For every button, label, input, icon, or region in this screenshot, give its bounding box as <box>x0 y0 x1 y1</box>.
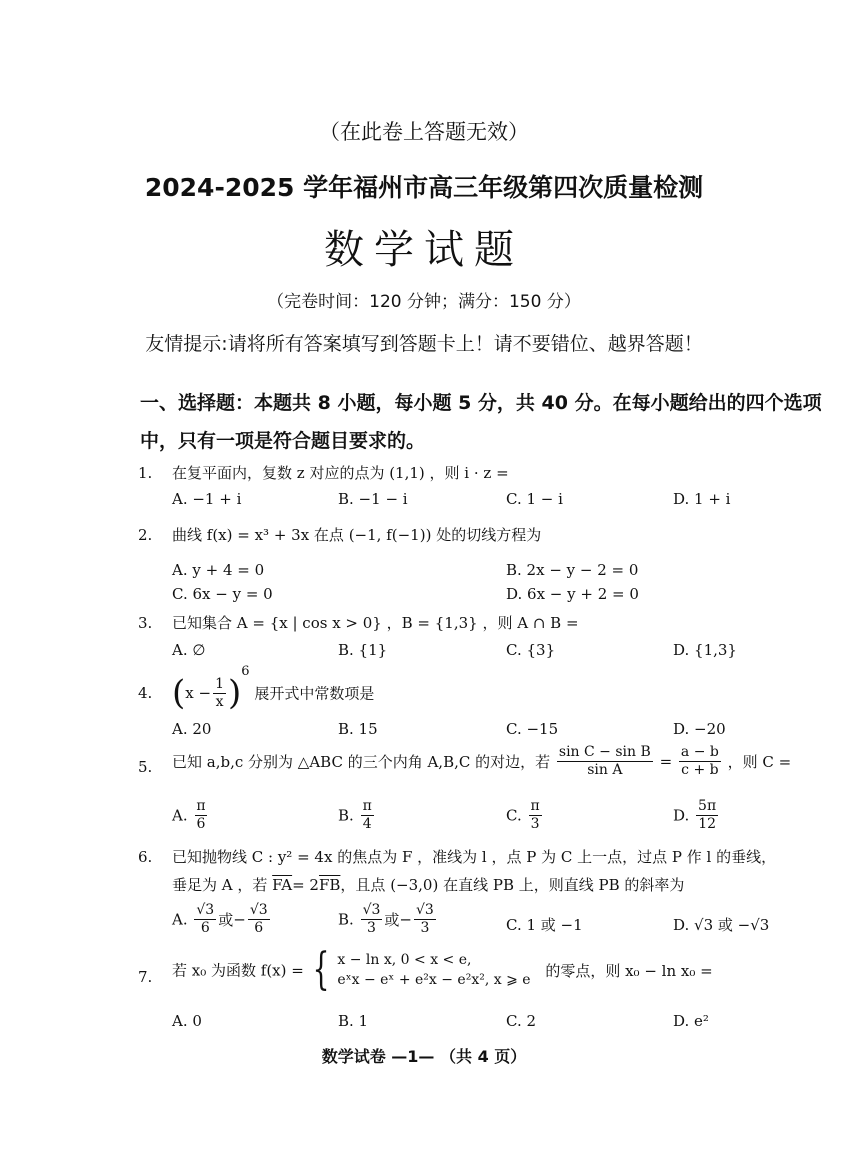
option-a: A. 20 <box>172 720 212 738</box>
question-stem-line2: 垂足为 A ，若 $\overline{FA}= 2\overline{FB}$，且点 (−3,0) 在直线 PB 上，则直线 PB 的斜率为 <box>172 876 685 894</box>
option-a: A. $\frac{√3}{6}$ 或− $\frac{√3}{6}$ <box>172 902 268 936</box>
question-number: 5. <box>138 758 153 776</box>
option-b: B. 1 <box>338 1012 369 1030</box>
option-a: A. y + 4 = 0 <box>172 561 265 579</box>
question-stem: (x − $\frac{1}{x}$ )$^6$ 展开式中常数项是 <box>172 664 375 713</box>
section-heading-line1: 一、选择题：本题共 8 小题，每小题 5 分，共 40 分。在每小题给出的四个选项 <box>140 392 822 414</box>
option-b: B. $\frac{√3}{3}$ 或− $\frac{√3}{3}$ <box>338 902 434 936</box>
option-c: C. −15 <box>506 720 559 738</box>
question-stem: 曲线 f(x) = x³ + 3x 在点 (−1, f(−1)) 处的切线方程为 <box>172 526 542 544</box>
friendly-tip: 友情提示:请将所有答案填写到答题卡上！请不要错位、越界答题！ <box>145 333 703 355</box>
option-b: B. 15 <box>338 720 378 738</box>
option-d: D. e² <box>673 1012 709 1030</box>
question-number: 4. <box>138 684 153 702</box>
question-number: 1. <box>138 464 153 482</box>
option-d: D. $\frac{5\pi}{12}$ <box>673 798 717 832</box>
option-d: D. {1,3} <box>673 641 737 659</box>
question-stem-line1: 已知抛物线 C : y² = 4x 的焦点为 F ，准线为 l ，点 P 为 C 上一点，过点 P 作 l 的垂线， <box>172 848 777 866</box>
option-a: A. $\frac{\pi}{6}$ <box>172 798 206 832</box>
option-d: D. 6x − y + 2 = 0 <box>506 585 639 603</box>
exam-notice: （在此卷上答题无效） <box>319 120 529 144</box>
question-stem: 已知 a,b,c 分别为 △ABC 的三个内角 A,B,C 的对边，若 $\frac{\text{sin C − sin B}}{\text{sin A}}$ = $\frac{a - b}{c + b}$ ，则 C = <box>172 744 792 778</box>
question-stem: 已知集合 A = {x | cos x > 0} ，B = {1,3} ，则 A ∩ B = <box>172 614 579 632</box>
option-b: B. 2x − y − 2 = 0 <box>506 561 639 579</box>
option-b: B. −1 − i <box>338 490 408 508</box>
question-number: 2. <box>138 526 153 544</box>
question-stem: 若 x₀ 为函数 f(x) = { x − ln x, 0 < x < e, eˣx − eˣ + e²x − e²x², x ⩾ e 的零点，则 x₀ − ln x₀ = <box>172 944 713 995</box>
option-c: C. 2 <box>506 1012 537 1030</box>
option-c: C. {3} <box>506 641 556 659</box>
option-b: B. $\frac{\pi}{4}$ <box>338 798 372 832</box>
option-c: C. 6x − y = 0 <box>172 585 273 603</box>
option-d: D. √3 或 −√3 <box>673 916 770 934</box>
question-number: 7. <box>138 968 153 986</box>
page-footer: 数学试卷 —1— （共 4 页） <box>321 1047 527 1066</box>
section-heading-line2: 中，只有一项是符合题目要求的。 <box>140 430 426 452</box>
exam-title: 2024-2025 学年福州市高三年级第四次质量检测 <box>144 173 704 202</box>
question-number: 6. <box>138 848 153 866</box>
option-c: C. 1 或 −1 <box>506 916 583 934</box>
option-a: A. −1 + i <box>172 490 242 508</box>
option-b: B. {1} <box>338 641 388 659</box>
option-a: A. ∅ <box>172 641 206 659</box>
option-d: D. −20 <box>673 720 726 738</box>
question-stem: 在复平面内，复数 z 对应的点为 (1,1) ，则 i · z = <box>172 464 509 482</box>
question-number: 3. <box>138 614 153 632</box>
option-c: C. $\frac{\pi}{3}$ <box>506 798 540 832</box>
option-c: C. 1 − i <box>506 490 563 508</box>
option-d: D. 1 + i <box>673 490 731 508</box>
option-a: A. 0 <box>172 1012 202 1030</box>
subject-title: 数学试题 <box>324 227 524 273</box>
time-info: （完卷时间：120 分钟；满分：150 分） <box>267 292 581 312</box>
